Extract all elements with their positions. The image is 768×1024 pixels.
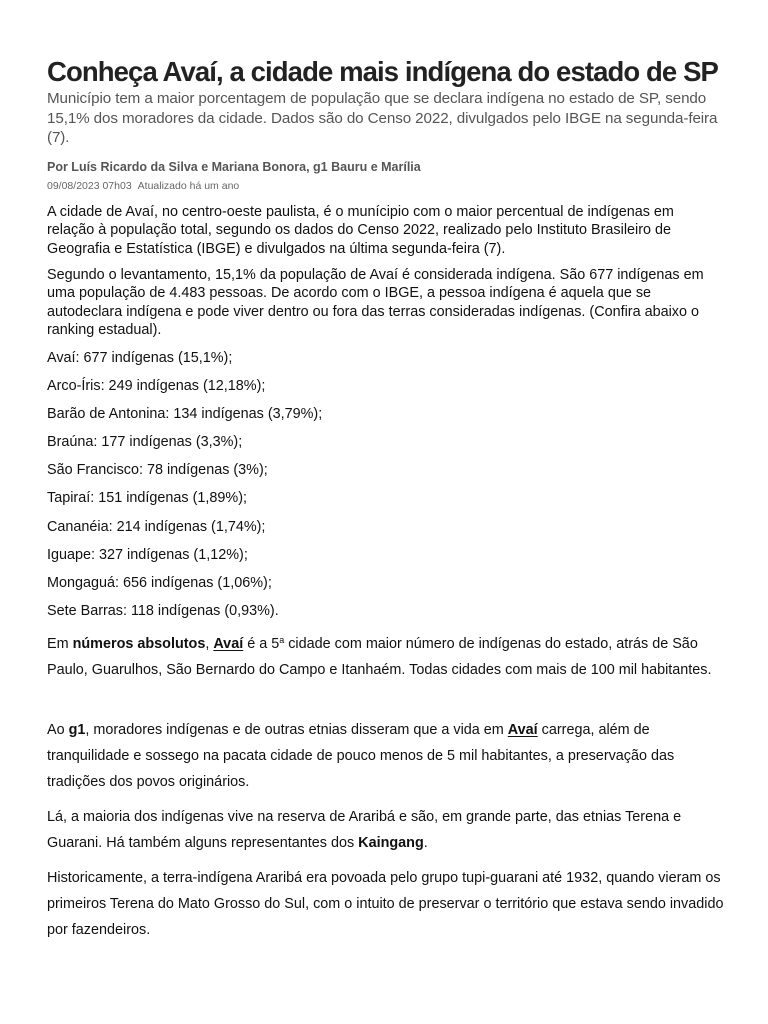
ordinal-superscript: a (279, 635, 285, 645)
text-segment: , moradores indígenas e de outras etnias disseram que a vida em (85, 722, 508, 738)
avai-link[interactable]: Avaí (213, 636, 244, 652)
paragraph-absolute-numbers (47, 632, 727, 684)
ranking-list (47, 348, 322, 629)
paragraph-history: Historicamente, a terra-indígena Araribá era povoada pelo grupo tupi-guarani até 1932, quando vieram os primeiros Terena do Mato Grosso do Sul, com o intuito de preservar o território que estava sendo invadido por fazendeiros. (47, 870, 724, 938)
text-segment: é a 5 (243, 636, 280, 652)
bold-text: números absolutos (72, 636, 206, 652)
ranking-item: Mongaguá: 656 indígenas (1,06%); (47, 574, 272, 591)
article-title: Conheça Avaí, a cidade mais indígena do estado de SP (47, 56, 718, 87)
updated-timestamp: Atualizado há um ano (137, 180, 240, 192)
text-segment: Em (47, 636, 73, 652)
ranking-item: Iguape: 327 indígenas (1,12%); (47, 546, 248, 563)
ranking-item: Barão de Antonina: 134 indígenas (3,79%); (47, 406, 323, 423)
published-timestamp: 09/08/2023 07h03 (47, 180, 132, 192)
article-byline: Por Luís Ricardo da Silva e Mariana Bonora, g1 Bauru e Marília (47, 160, 421, 174)
ranking-item: Avaí: 677 indígenas (15,1%); (47, 350, 233, 366)
text-segment: cidade com maior número de indígenas do estado, atrás de São Paulo, Guarulhos, São Bernardo do Campo e Itanhaém. Todas cidades com mais de 100 mil habitantes. (47, 636, 712, 678)
text-segment: . (423, 834, 428, 851)
paragraph-intro: A cidade de Avaí, no centro-oeste paulista, é o munícipio com o maior percentual de indígenas em relação à população total, segundo os dados do Censo 2022, realizado pelo Instituto Brasileiro de Geografia e Estatística (IBGE) e divulgados na última segunda-feira (7). (47, 204, 674, 257)
bold-text: g1 (68, 722, 86, 738)
ranking-item: Cananéia: 214 indígenas (1,74%); (47, 518, 266, 535)
text-segment: , (205, 636, 214, 652)
paragraph-survey: Segundo o levantamento, 15,1% da população de Avaí é considerada indígena. São 677 indígenas em uma população de 4.483 pessoas. De acordo com o IBGE, a pessoa indígena é aquela que se autodeclara indígena e pode viver dentro ou fora das terras consideradas indígenas. (Confira abaixo o ranking estadual). (47, 267, 704, 338)
bold-text: Kaingang (358, 834, 424, 851)
ranking-item: Tapiraí: 151 indígenas (1,89%); (47, 490, 247, 507)
text-segment: Ao (47, 722, 69, 738)
avai-link[interactable]: Avaí (507, 722, 538, 738)
text-segment: carrega, além de tranquilidade e sossego na pacata cidade de pouco menos de 5 mil habitantes, a preservação das tradições dos povos originários. (47, 722, 675, 790)
paragraph-reserve (47, 805, 727, 857)
article-dates (47, 180, 239, 192)
article-subtitle: Município tem a maior porcentagem de população que se declara indígena no estado de SP, sendo 15,1% dos moradores da cidade. Dados são do Censo 2022, divulgados pelo IBGE na segunda-feira (7). (47, 90, 718, 146)
ranking-item: Braúna: 177 indígenas (3,3%); (47, 434, 243, 451)
ranking-item: São Francisco: 78 indígenas (3%); (47, 462, 268, 479)
ranking-item: Arco-Íris: 249 indígenas (12,18%); (47, 378, 266, 395)
ranking-item: Sete Barras: 118 indígenas (0,93%). (47, 602, 279, 619)
text-segment: Lá, a maioria dos indígenas vive na reserva de Araribá e são, em grande parte, das etnias Terena e Guarani. Há também alguns representantes dos (47, 809, 682, 851)
paragraph-residents (47, 718, 727, 795)
